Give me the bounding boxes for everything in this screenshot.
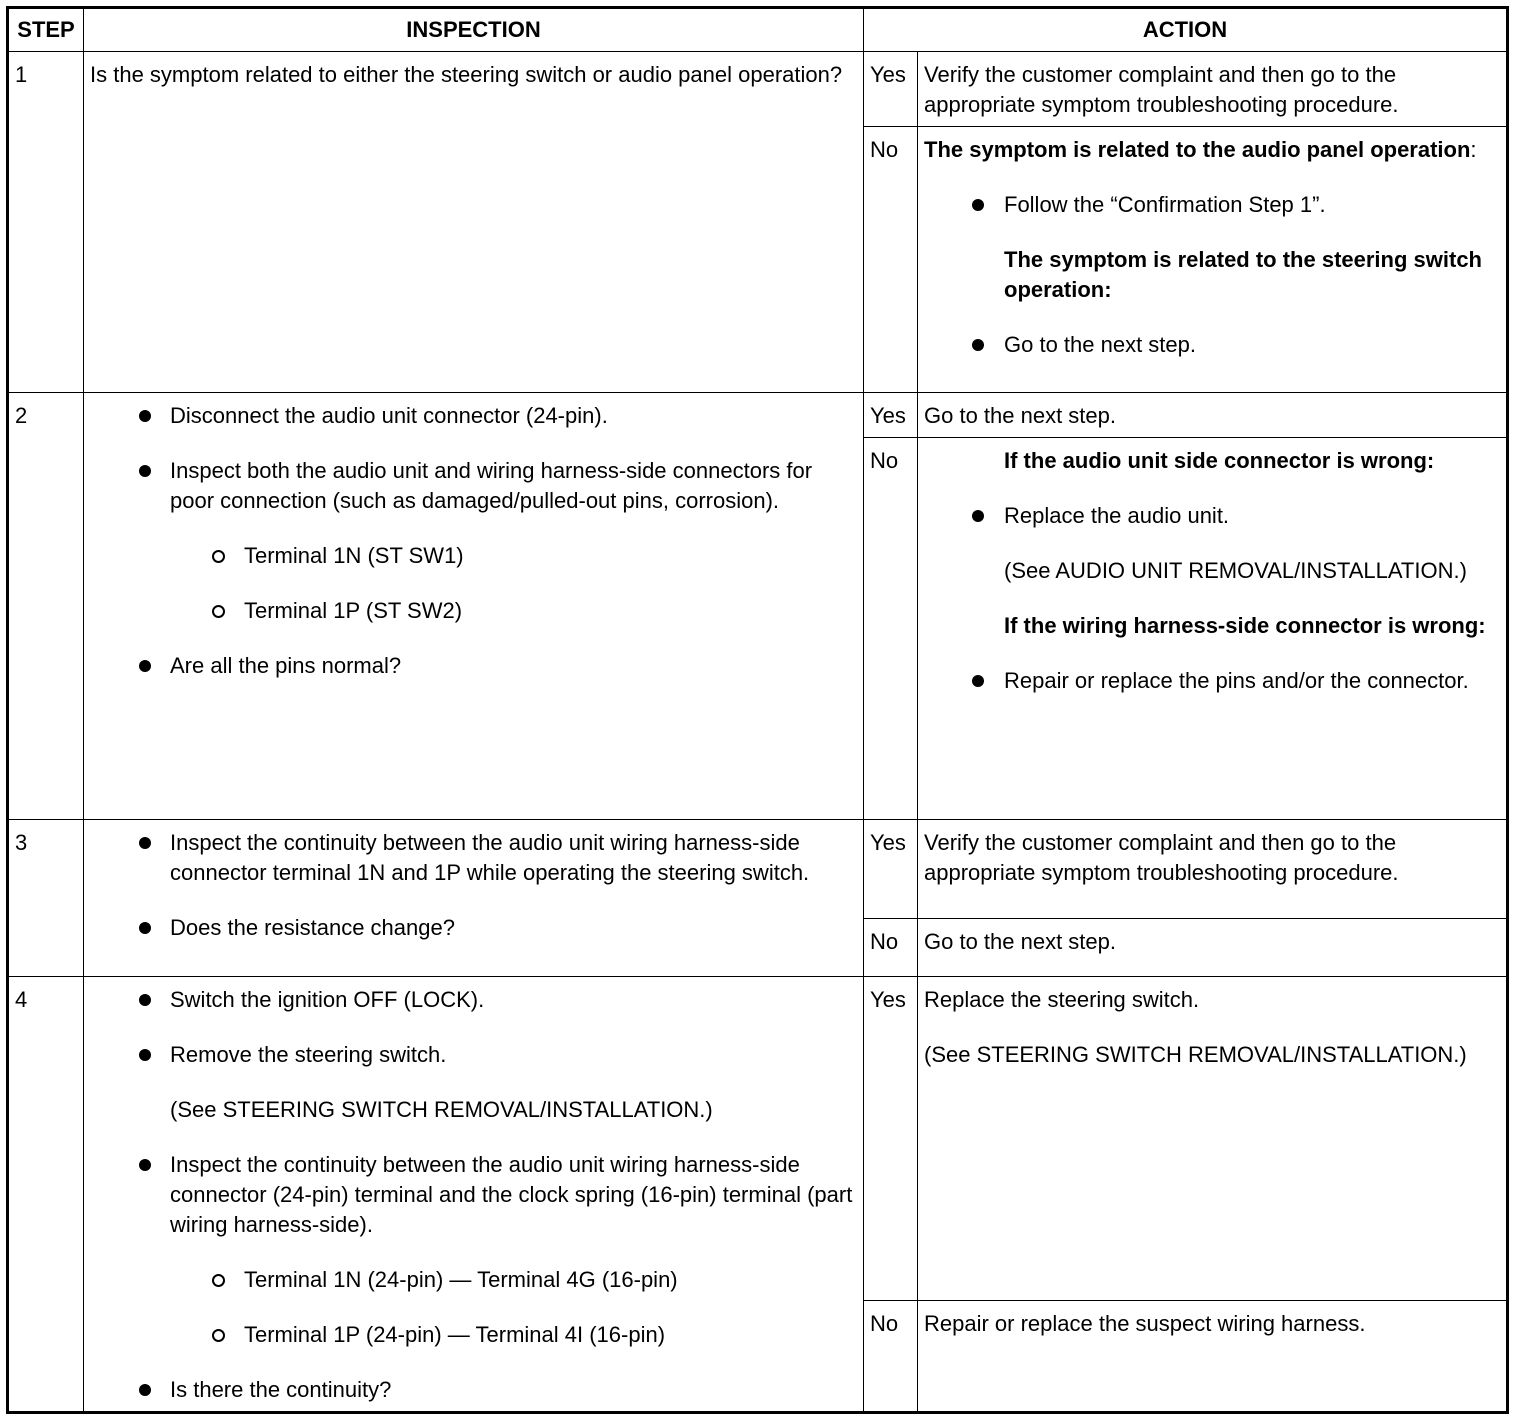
step3-bullet1: Inspect the continuity between the audio unit wiring harness-side connector terminal 1N and 1P while operating the steering switch. [170,828,857,888]
step3-inspection [84,820,864,977]
step2-sub-list [170,541,857,626]
step1-yes-row [8,52,1508,127]
step4-bullet3 [170,1150,857,1350]
header-inspection: INSPECTION [84,8,864,52]
step4-yes-row [8,977,1508,1301]
step1-no-heading-colon: : [1470,137,1477,162]
step4-yes-ref: (See STEERING SWITCH REMOVAL/INSTALLATION.) [924,1042,1467,1067]
step1-yes-label: Yes [864,52,918,127]
step4-ref: (See STEERING SWITCH REMOVAL/INSTALLATION.) [170,1097,713,1122]
step4-inspection [84,977,864,1413]
step2-sub1: Terminal 1N (ST SW1) [244,541,857,571]
step1-no-action [918,127,1508,393]
header-action: ACTION [864,8,1508,52]
step4-bullet1: Switch the ignition OFF (LOCK). [170,985,857,1015]
step4-bullet4: Is there the continuity? [170,1375,857,1405]
header-step: STEP [8,8,84,52]
step2-no-action [918,438,1508,820]
step2-no-heading1: If the audio unit side connector is wrong: [1004,448,1435,473]
step2-no-ref1: (See AUDIO UNIT REMOVAL/INSTALLATION.) [1004,558,1467,583]
step4-sub-list [170,1265,857,1350]
troubleshooting-table [6,6,1509,1414]
step2-inspection-list [90,401,857,681]
step2-sub2: Terminal 1P (ST SW2) [244,596,857,626]
step4-sub1: Terminal 1N (24-pin) — Terminal 4G (16-pin) [244,1265,857,1295]
step4-yes-text: Replace the steering switch. [924,987,1200,1012]
step1-no-list [924,190,1500,360]
step3-yes-row [8,820,1508,919]
step2-no-bullet1: Replace the audio unit. [1004,501,1500,531]
step1-no-bullet2: Go to the next step. [1004,330,1500,360]
step3-no-action: Go to the next step. [918,919,1508,977]
step4-bullet3-text: Inspect the continuity between the audio unit wiring harness-side connector (24-pin) terminal and the clock spring (16-pin) terminal (part wiring harness-side). [170,1152,853,1237]
step3-inspection-list [90,828,857,943]
step4-yes-action [918,977,1508,1301]
step1-no-heading [924,135,1500,165]
step2-bullet2-text: Inspect both the audio unit and wiring harness-side connectors for poor connection (such as damaged/pulled-out pins, corrosion). [170,458,813,513]
step2-bullet2 [170,456,857,626]
step2-yes-row [8,393,1508,438]
step1-no-bullet1: Follow the “Confirmation Step 1”. [1004,190,1500,220]
step3-yes-action: Verify the customer complaint and then go to the appropriate symptom troubleshooting procedure. [918,820,1508,919]
step2-no-label: No [864,438,918,820]
step1-inspection: Is the symptom related to either the steering switch or audio panel operation? [84,52,864,393]
step2-bullet1: Disconnect the audio unit connector (24-pin). [170,401,857,431]
step3-number: 3 [8,820,84,977]
step2-yes-action: Go to the next step. [918,393,1508,438]
step4-bullet2: Remove the steering switch. [170,1040,857,1070]
step2-inspection [84,393,864,820]
step2-no-list [924,446,1500,696]
step4-number: 4 [8,977,84,1413]
step4-sub2: Terminal 1P (24-pin) — Terminal 4I (16-pin) [244,1320,857,1350]
step3-no-label: No [864,919,918,977]
step2-no-heading2: If the wiring harness-side connector is wrong: [1004,613,1486,638]
step3-bullet2: Does the resistance change? [170,913,857,943]
step1-no-sub-heading: The symptom is related to the steering switch operation: [1004,247,1482,302]
step2-number: 2 [8,393,84,820]
step1-no-label: No [864,127,918,393]
header-row [8,8,1508,52]
step4-no-label: No [864,1301,918,1413]
step1-number: 1 [8,52,84,393]
step4-no-action: Repair or replace the suspect wiring harness. [918,1301,1508,1413]
step1-yes-action: Verify the customer complaint and then go to the appropriate symptom troubleshooting procedure. [918,52,1508,127]
step4-inspection-list [90,985,857,1405]
step2-yes-label: Yes [864,393,918,438]
step2-no-bullet2: Repair or replace the pins and/or the connector. [1004,666,1500,696]
step3-yes-label: Yes [864,820,918,919]
step4-yes-label: Yes [864,977,918,1301]
step1-no-heading-bold: The symptom is related to the audio panel operation [924,137,1471,162]
step2-bullet3: Are all the pins normal? [170,651,857,681]
